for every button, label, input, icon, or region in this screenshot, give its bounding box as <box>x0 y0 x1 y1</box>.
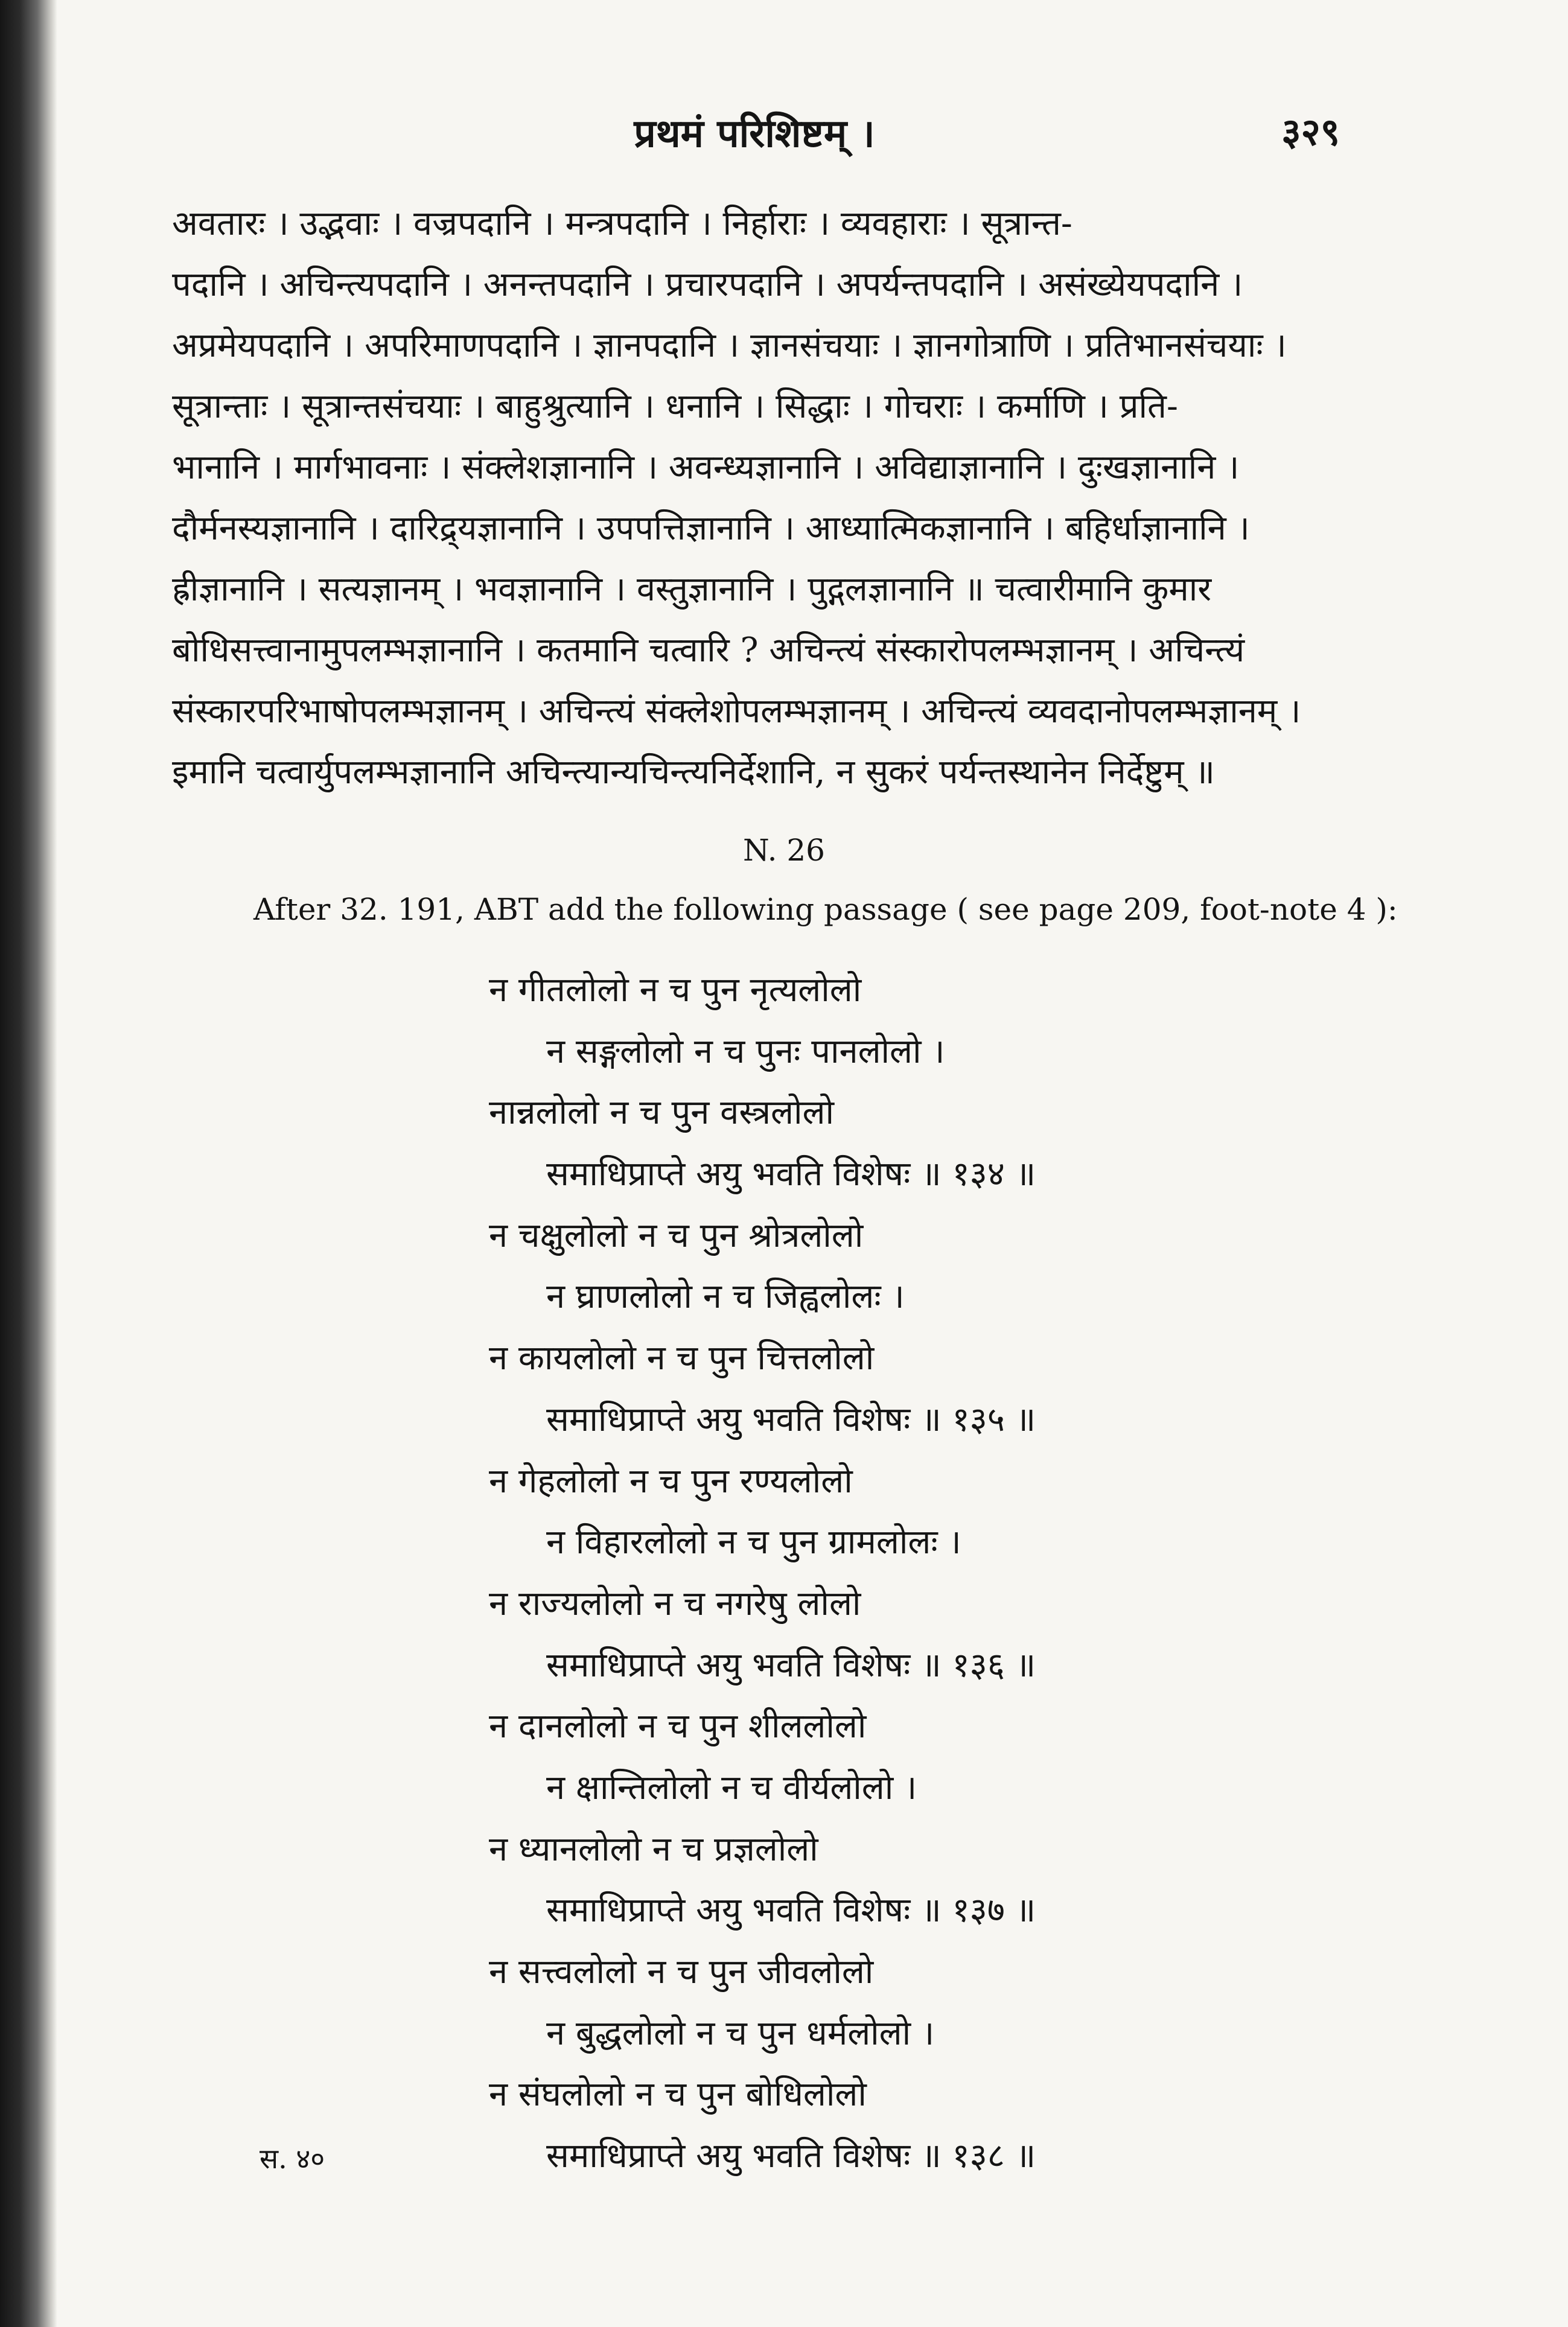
verse-line: न क्षान्तिलोलो न च वीर्यलोलो । <box>546 1768 917 1807</box>
verse-line: न गेहलोलो न च पुन रण्यलोलो <box>489 1461 853 1501</box>
verse-line: न दानलोलो न च पुन शीललोलो <box>489 1707 867 1746</box>
verse-line: न कायलोलो न च पुन चित्तलोलो <box>489 1339 875 1378</box>
prose-line: भानानि । मार्गभावनाः । संक्लेशज्ञानानि । अवन्ध्यज्ञानानि । अविद्याज्ञानानि । दुःखज्ञानानि । <box>172 448 1240 487</box>
verse-line: नान्नलोलो न च पुन वस्त्रलोलो <box>489 1093 834 1133</box>
verse-line: न घ्राणलोलो न च जिह्वलोलः । <box>546 1277 905 1317</box>
verse-line: न विहारलोलो न च पुन ग्रामलोलः । <box>546 1523 961 1562</box>
section-note: After 32. 191, ABT add the following passage ( see page 209, foot-note 4 ): <box>253 892 1398 927</box>
prose-line: संस्कारपरिभाषोपलम्भज्ञानम् । अचिन्त्यं संक्लेशोपलम्भज्ञानम् । अचिन्त्यं व्यवदानोपलम्भज्ञानम् । <box>172 692 1301 731</box>
prose-line: पदानि । अचिन्त्यपदानि । अनन्तपदानि । प्रचारपदानि । अपर्यन्तपदानि । असंख्येयपदानि । <box>172 265 1243 304</box>
section-number: N. 26 <box>743 833 825 868</box>
prose-line: सूत्रान्ताः । सूत्रान्तसंचयाः । बाहुश्रुत्यानि । धनानि । सिद्धाः । गोचराः । कर्माणि । प्रति- <box>172 387 1178 426</box>
verse-line: न सत्त्वलोलो न च पुन जीवलोलो <box>489 1952 874 1991</box>
verse-line: समाधिप्राप्ते अयु भवति विशेषः ॥ १३५ ॥ <box>546 1399 1036 1439</box>
verse-line: समाधिप्राप्ते अयु भवति विशेषः ॥ १३४ ॥ <box>546 1154 1036 1194</box>
prose-line: अवतारः । उद्भवाः । वज्रपदानि । मन्त्रपदानि । निर्हाराः । व्यवहाराः । सूत्रान्त- <box>172 204 1072 243</box>
prose-line: बोधिसत्त्वानामुपलम्भज्ञानानि । कतमानि चत्वारि ? अचिन्त्यं संस्कारोपलम्भज्ञानम् । अचिन्त्यं <box>172 631 1245 670</box>
verse-line: समाधिप्राप्ते अयु भवति विशेषः ॥ १३७ ॥ <box>546 1891 1036 1931</box>
verse-line: न गीतलोलो न च पुन नृत्यलोलो <box>489 970 862 1010</box>
verse-line: समाधिप्राप्ते अयु भवति विशेषः ॥ १३६ ॥ <box>546 1645 1036 1685</box>
prose-line: दौर्मनस्यज्ञानानि । दारिद्र्यज्ञानानि । उपपत्तिज्ञानानि । आध्यात्मिकज्ञानानि । बहिर्धाज्ञानानि । <box>172 509 1250 548</box>
prose-line: इमानि चत्वार्युपलम्भज्ञानानि अचिन्त्यान्यचिन्त्यनिर्देशानि, न सुकरं पर्यन्तस्थानेन निर्देष्टुम् ॥ <box>172 753 1215 792</box>
verse-line: न संघलोलो न च पुन बोधिलोलो <box>489 2075 867 2115</box>
verse-block <box>489 960 1213 2187</box>
verse-line: न सङ्गलोलो न च पुनः पानलोलो । <box>546 1031 945 1071</box>
prose-line: अप्रमेयपदानि । अपरिमाणपदानि । ज्ञानपदानि । ज्ञानसंचयाः । ज्ञानगोत्राणि । प्रतिभानसंचयाः । <box>172 326 1287 365</box>
page-title: प्रथमं परिशिष्टम् । <box>634 111 875 156</box>
binding-shadow <box>0 0 57 2327</box>
verse-line: न चक्षुलोलो न च पुन श्रोत्रलोलो <box>489 1215 864 1255</box>
page-number: ३२९ <box>1281 110 1340 154</box>
verse-line: न राज्यलोलो न च नगरेषु लोलो <box>489 1584 861 1623</box>
prose-block <box>172 193 1322 803</box>
verse-line: समाधिप्राप्ते अयु भवति विशेषः ॥ १३८ ॥ <box>546 2136 1036 2176</box>
verse-line: न ध्यानलोलो न च प्रज्ञलोलो <box>489 1829 818 1869</box>
page-header <box>169 106 1340 166</box>
signature-mark: स. ४० <box>260 2142 325 2175</box>
verse-line: न बुद्धलोलो न च पुन धर्मलोलो । <box>546 2013 935 2053</box>
prose-line: ह्रीज्ञानानि । सत्यज्ञानम् । भवज्ञानानि । वस्तुज्ञानानि । पुद्गलज्ञानानि ॥ चत्वारीमानि कुमार <box>172 570 1212 609</box>
